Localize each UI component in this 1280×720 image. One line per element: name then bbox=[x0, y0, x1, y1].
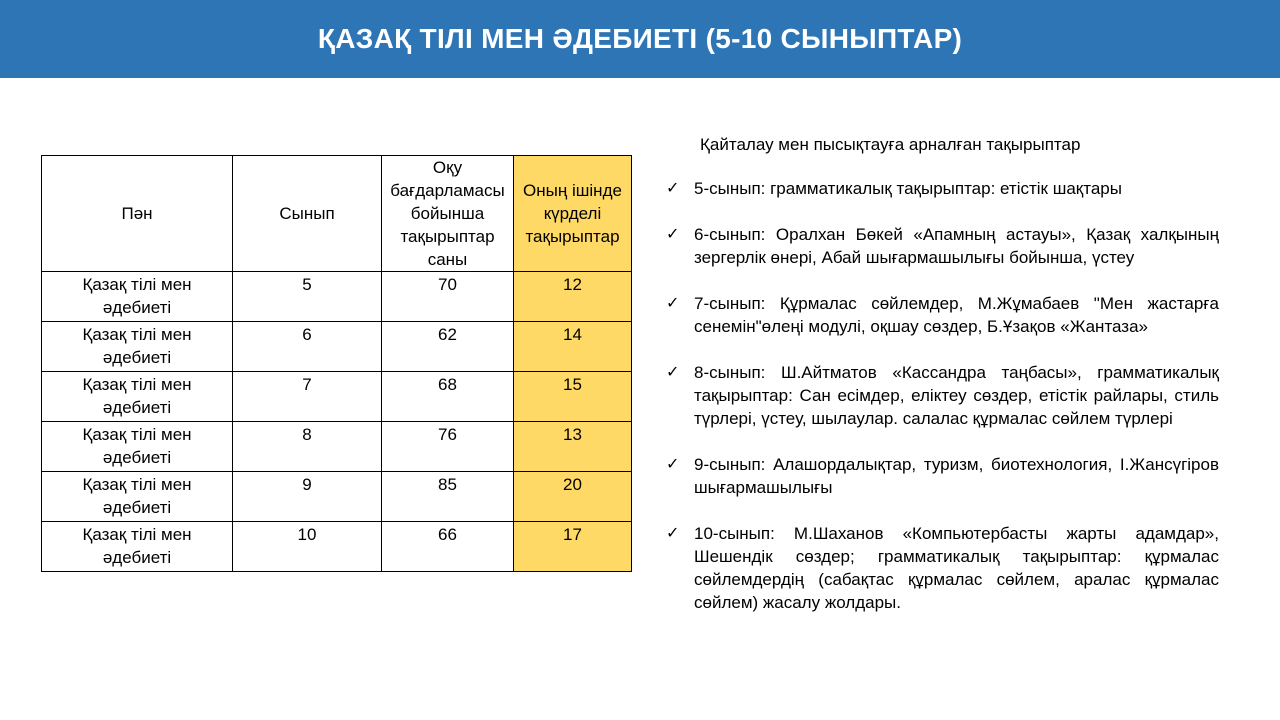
table-row bbox=[42, 422, 632, 472]
page-title: ҚАЗАҚ ТІЛІ МЕН ӘДЕБИЕТІ (5-10 СЫНЫПТАР) bbox=[317, 23, 963, 54]
table-row bbox=[42, 472, 632, 522]
check-icon: ✓ bbox=[666, 180, 680, 197]
list-item bbox=[666, 361, 1219, 430]
cell-complex: 14 bbox=[514, 322, 632, 372]
cell-subject: Қазақ тілі мен әдебиеті bbox=[42, 372, 233, 422]
review-topics-panel bbox=[666, 133, 1219, 637]
cell-grade: 7 bbox=[233, 372, 382, 422]
cell-topics: 62 bbox=[382, 322, 514, 372]
check-icon: ✓ bbox=[666, 456, 680, 473]
header-subject: Пән bbox=[42, 156, 233, 272]
header-complex-topics: Оның ішінде күрделі тақырыптар bbox=[514, 156, 632, 272]
cell-complex: 12 bbox=[514, 272, 632, 322]
cell-complex: 13 bbox=[514, 422, 632, 472]
cell-subject: Қазақ тілі мен әдебиеті bbox=[42, 272, 233, 322]
list-item bbox=[666, 453, 1219, 499]
list-item-text: 8-сынып: Ш.Айтматов «Кассандра таңбасы», грамматикалық тақырыптар: Сан есімдер, еліктеу сөздер, етістік райлары, стиль түрлері, үстеу, шылаулар. салалас құрмалас сөйлем түрлері bbox=[694, 363, 1219, 428]
check-icon: ✓ bbox=[666, 525, 680, 542]
cell-topics: 70 bbox=[382, 272, 514, 322]
table-row bbox=[42, 522, 632, 572]
cell-complex: 20 bbox=[514, 472, 632, 522]
header-bar bbox=[0, 0, 1280, 78]
cell-subject: Қазақ тілі мен әдебиеті bbox=[42, 422, 233, 472]
list-item bbox=[666, 522, 1219, 614]
table-row bbox=[42, 372, 632, 422]
list-item-text: 9-сынып: Алашордалықтар, туризм, биотехнология, І.Жансүгіров шығармашылығы bbox=[694, 455, 1219, 497]
list-item-text: 6-сынып: Оралхан Бөкей «Апамның астауы», Қазақ халқының зергерлік өнері, Абай шығармашылығы бойынша, үстеу bbox=[694, 225, 1219, 267]
cell-topics: 85 bbox=[382, 472, 514, 522]
topics-table bbox=[41, 155, 632, 572]
cell-complex: 17 bbox=[514, 522, 632, 572]
header-topics-count: Оқу бағдарламасы бойынша тақырыптар саны bbox=[382, 156, 514, 272]
cell-grade: 6 bbox=[233, 322, 382, 372]
cell-topics: 68 bbox=[382, 372, 514, 422]
list-item-text: 10-сынып: М.Шаханов «Компьютербасты жарты адамдар», Шешендік сөздер; грамматикалық тақырыптар: құрмалас сөйлемдердің (сабақтас құрмалас сөйлем, аралас құрмалас сөйлем) жасалу жолдары. bbox=[694, 524, 1219, 612]
cell-subject: Қазақ тілі мен әдебиеті bbox=[42, 522, 233, 572]
list-item bbox=[666, 177, 1219, 200]
table-row bbox=[42, 272, 632, 322]
cell-complex: 15 bbox=[514, 372, 632, 422]
list-item bbox=[666, 292, 1219, 338]
cell-topics: 76 bbox=[382, 422, 514, 472]
review-title: Қайталау мен пысықтауға арналған тақырыптар bbox=[700, 135, 1081, 154]
check-icon: ✓ bbox=[666, 226, 680, 243]
cell-topics: 66 bbox=[382, 522, 514, 572]
check-icon: ✓ bbox=[666, 364, 680, 381]
header-grade: Сынып bbox=[233, 156, 382, 272]
table-row bbox=[42, 322, 632, 372]
cell-grade: 9 bbox=[233, 472, 382, 522]
check-icon: ✓ bbox=[666, 295, 680, 312]
cell-subject: Қазақ тілі мен әдебиеті bbox=[42, 322, 233, 372]
list-item-text: 7-сынып: Құрмалас сөйлемдер, М.Жұмабаев "Мен жастарға сенемін"өлеңі модулі, оқшау сөздер, Б.Ұзақов «Жантаза» bbox=[694, 294, 1219, 336]
cell-grade: 10 bbox=[233, 522, 382, 572]
list-item bbox=[666, 223, 1219, 269]
cell-subject: Қазақ тілі мен әдебиеті bbox=[42, 472, 233, 522]
table-header-row bbox=[42, 156, 632, 272]
cell-grade: 8 bbox=[233, 422, 382, 472]
cell-grade: 5 bbox=[233, 272, 382, 322]
list-item-text: 5-сынып: грамматикалық тақырыптар: етістік шақтары bbox=[694, 179, 1122, 198]
